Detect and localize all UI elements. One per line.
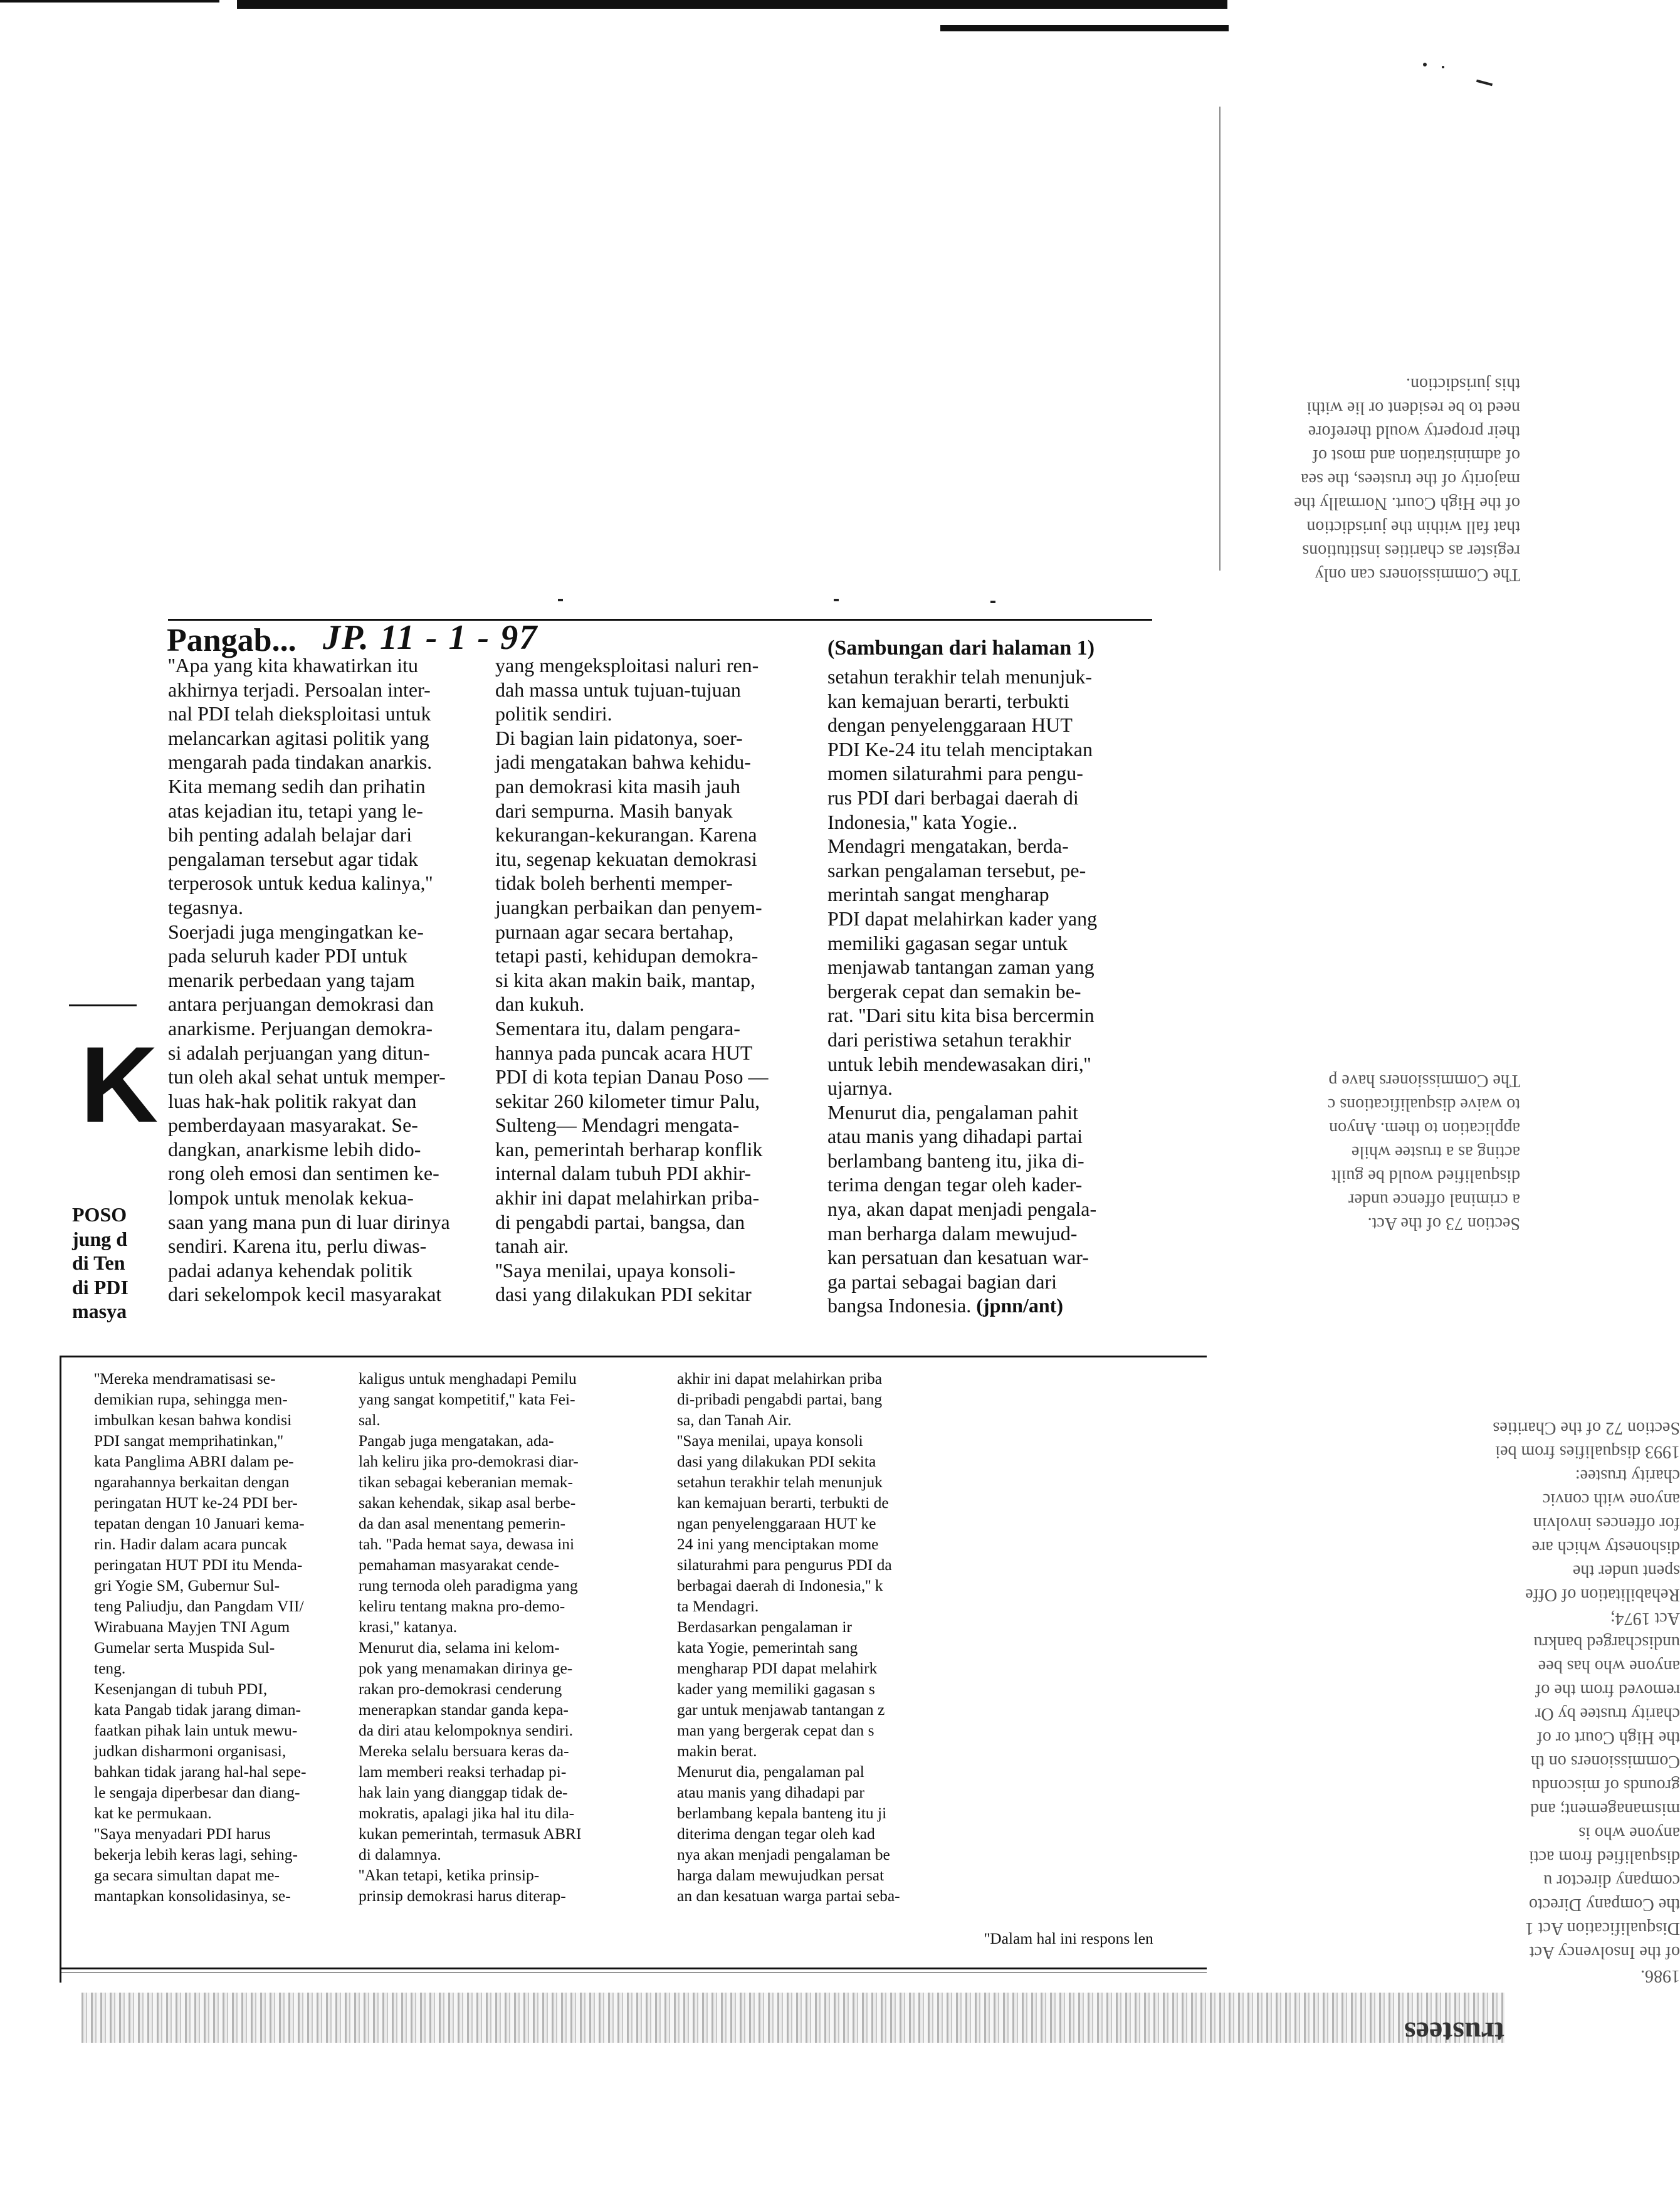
speck-mark-5 <box>990 601 995 603</box>
article-separator <box>60 1356 1207 1357</box>
speck-mark-3 <box>558 599 563 601</box>
byline: (jpnn/ant) <box>976 1294 1063 1317</box>
fragment-lines <box>72 1203 129 1324</box>
lower-column-4-fragment: ''Dalam hal ini respons len <box>984 1929 1153 1947</box>
speck-mark-4 <box>834 599 839 601</box>
bleed-through-text-top: The Commissioners can only register as charities institutions that fall within the jurisdiction of the High Court. Normally the majority of the trustees, the sea of administration and most of their property would therefore need to be resident or lie withi this jurisdiction. <box>1294 374 1520 584</box>
headline: Pangab... <box>167 623 297 658</box>
fragment-line: jung d <box>72 1227 128 1250</box>
speck-mark-2 <box>1442 66 1444 68</box>
scan-noise-band <box>81 1993 1504 2049</box>
article-column-2: yang mengeksploitasi naluri ren- dah massa untuk tujuan-tujuan politik sendiri. Di bagian lain pidatonya, soer- jadi mengatakan bahwa kehidu- pan demokrasi kita masih jauh dari sempurna. Masih banyak kekurangan-kekurangan. Karena itu, segenap kekuatan demokrasi tidak boleh berhenti memper- juangkan perbaikan dan penyem- purnaan agar secara bertahap, tetapi pasti, kehidupan demokra- si kita akan makin baik, mantap, dan kukuh. Sementara itu, dalam pengara- hannya pada puncak acara HUT PDI di kota tepian Danau Poso — sekitar 260 kilometer timur Palu, Sulteng— Mendagri mengata- kan, pemerintah berharap konflik internal dalam tubuh PDI akhir- akhir ini dapat melahirkan priba- di pengabdi partai, bangsa, dan tanah air. ''Saya menilai, upaya konsoli- dasi yang dilakukan PDI sekitar <box>495 654 769 1306</box>
bleed-through-footer: trustees <box>1404 2016 1504 2049</box>
handwritten-date: JP. 11 - 1 - 97 <box>323 618 538 657</box>
fragment-line: di Ten <box>72 1251 125 1275</box>
left-border <box>60 1356 61 1983</box>
lower-column-2: kaligus untuk menghadapi Pemilu yang sangat kompetitif,'' kata Fei- sal. Pangab juga mengatakan, ada- lah keliru jika pro-demokrasi diar- tikan sebagai keberanian memak- sakan kehendak, sikap asal berbe- da dan asal menentang pemerin- tah. ''Pada hemat saya, dewasa ini pemahaman masyarakat cende- rung ternoda oleh paradigma yang keliru tentang makna pro-demo- krasi,'' katanya. Menurut dia, selama ini kelom- pok yang menamakan dirinya ge- rakan pro-demokrasi cenderung menerapkan standar ganda kepa- da diri atau kelompoknya sendiri. Mereka selalu bersuara keras da- lam memberi reaksi terhadap pi- hak lain yang dianggap tidak de- mokratis, apalagi jika hal itu dila- kukan pemerintah, termasuk ABRI di dalamnya. ''Akan tetapi, ketika prinsip- prinsip demokrasi harus diterap- <box>359 1369 582 1905</box>
article-column-3-text: setahun terakhir telah menunjuk- kan kemajuan berarti, terbukti dengan penyelenggaraan HUT PDI Ke-24 itu telah menciptakan momen silaturahmi para pengu- rus PDI dari berbagai daerah di Indonesia,'' kata Yogie.. Mendagri mengatakan, berda- sarkan pengalaman tersebut, pe- merintah sangat mengharap PDI dapat melahirkan kader yang memiliki gagasan segar untuk menjawab tantangan zaman yang bergerak cepat dan semakin be- rat. ''Dari situ kita bisa bercermin dari peristiwa setahun terakhir untuk lebih mendewasakan diri,'' ujarnya. Menurut dia, pengalaman pahit atau manis yang dihadapi partai berlambang banteng itu, jika di- terima dengan tegar oleh kader- nya, akan dapat menjadi pengala- man berharga dalam mewujud- kan persatuan dan kesatuan war- ga partai sebagai bagian dari bangsa Indonesia. <box>827 665 1098 1317</box>
continued-from: (Sambungan dari halaman 1) <box>827 636 1095 660</box>
article-column-3 <box>827 665 1144 1318</box>
speck-mark <box>1423 63 1427 66</box>
bleed-through-text-bottom: 1986. of the Insolvency Act Disqualification Act 1 the Company Directo company director u disqualified from acti anyone who is mismanagement; and grounds of miscondu Commissioners on th the High Court or of charity trustee by Or removed from the of anyone who has bee undischarged bankru Act 1974; Rehabilitation of Offe spent under the dishonesty which are for offences involvin anyone with convic charity trustee: 1993 disqualifies from bei Section 72 of the Charities <box>1493 1418 1680 1986</box>
lower-column-1: ''Mereka mendramatisasi se- demikian rupa, sehingga men- imbulkan kesan bahwa kondisi PDI sangat memprihatinkan,'' kata Panglima ABRI dalam pe- ngarahannya berkaitan dengan peringatan HUT ke-24 PDI ber- tepatan dengan 10 Januari kema- rin. Hadir dalam acara puncak peringatan HUT PDI itu Menda- gri Yogie SM, Gubernur Sul- teng Paliudju, dan Pangdam VII/ Wirabuana Mayjen TNI Agum Gumelar serta Muspida Sul- teng. Kesenjangan di tubuh PDI, kata Pangab tidak jarang diman- faatkan pihak lain untuk mewu- judkan disharmoni organisasi, bahkan tidak jarang hal-hal sepe- le sengaja diperbesar dan diang- kat ke permukaan. ''Saya menyadari PDI harus bekerja lebih keras lagi, sehing- ga secara simultan dapat me- mantapkan konsolidasinya, se- <box>94 1369 307 1905</box>
bleed-through-text-middle: Section 73 of the Act. a criminal offence under disqualified would be guilt acting as a trustee while application to them. Anyon to waive disqualifications c The Commissioners have p <box>1327 1071 1520 1233</box>
top-rule <box>237 0 1227 9</box>
dropcap-letter: K <box>80 1025 159 1145</box>
fragment-line: di PDI <box>72 1275 129 1299</box>
bottom-rule <box>60 1968 1207 1969</box>
fragment-line: POSO <box>72 1203 127 1226</box>
top-rule-thin <box>0 0 219 3</box>
fragment-line: masya <box>72 1300 127 1323</box>
lower-column-3: akhir ini dapat melahirkan priba di-pribadi pengabdi partai, bang sa, dan Tanah Air. ''Saya menilai, upaya konsoli dasi yang dilakukan PDI sekita setahun terakhir telah menunjuk kan kemajuan berarti, terbukti de ngan penyelenggaraan HUT ke 24 ini yang menciptakan mome silaturahmi para pengurus PDI da berbagai daerah di Indonesia,'' k ta Mendagri. Berdasarkan pengalaman ir kata Yogie, pemerintah sang mengharap PDI dapat melahirk kader yang memiliki gagasan s gar untuk menjawab tantangan z man yang bergerak cepat dan s makin berat. Menurut dia, pengalaman pal atau manis yang dihadapi par berlambang kepala banteng itu ji diterima dengan tegar oleh kad nya akan menjadi pengalaman be harga dalam mewujudkan persat an dan kesatuan warga partai seba- <box>677 1369 900 1905</box>
fragment-rule <box>69 1004 137 1006</box>
top-rule-2 <box>940 25 1229 31</box>
headline-rule <box>168 619 1152 621</box>
article-column-1: ''Apa yang kita khawatirkan itu akhirnya terjadi. Persoalan inter- nal PDI telah dieksploitasi untuk melancarkan agitasi politik yang mengarah pada tindakan anarkis. Kita memang sedih dan prihatin atas kejadian itu, tetapi yang le- bih penting adalah belajar dari pengalaman tersebut agar tidak terperosok untuk kedua kalinya,'' tegasnya. Soerjadi juga mengingatkan ke- pada seluruh kader PDI untuk menarik perbedaan yang tajam antara perjuangan demokrasi dan anarkisme. Perjuangan demokra- si adalah perjuangan yang ditun- tun oleh akal sehat untuk memper- luas hak-hak politik rakyat dan pemberdayaan masyarakat. Se- dangkan, anarkisme lebih dido- rong oleh emosi dan sentimen ke- lompok untuk menolak kekua- saan yang mana pun di luar dirinya sendiri. Karena itu, perlu diwas- padai adanya kehendak politik dari sekelompok kecil masyarakat <box>168 654 450 1306</box>
dash-mark <box>1476 80 1493 87</box>
